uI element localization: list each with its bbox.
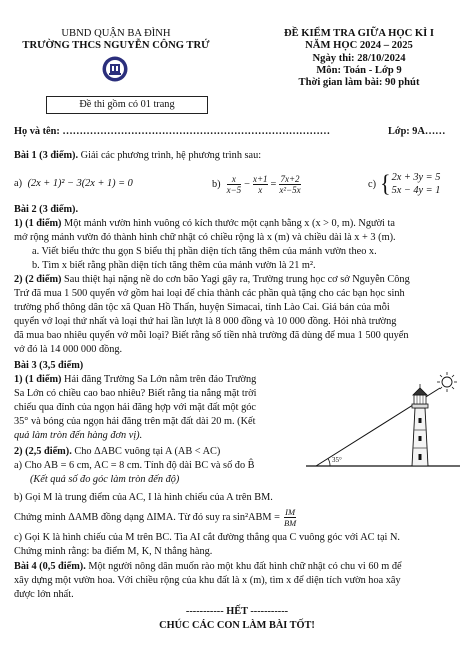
q3-p1-line4 bbox=[14, 416, 304, 427]
q3-c-text2: Chứng minh rằng: ba điểm M, K, N thẳng hàng. bbox=[14, 546, 213, 557]
q2-p2-text1: Sau thiệt hại nặng nề do cơn bão Yagi gây ra, Trường trung học cơ sở Nguyễn Công bbox=[61, 274, 410, 285]
q1-heading bbox=[14, 150, 462, 161]
page-count-note: Đề thi gồm có 01 trang bbox=[79, 99, 175, 110]
q3-p1-line5 bbox=[14, 430, 304, 441]
q2-p2-line4 bbox=[14, 316, 462, 327]
sun-icon bbox=[437, 372, 457, 392]
q2-p2-line2 bbox=[14, 288, 462, 299]
q3-p2-intro: Cho ΔABC vuông tại A (AB < AC) bbox=[71, 446, 221, 457]
q4-line2 bbox=[14, 575, 462, 586]
q2-p2-text3: trường phổ thông dân tộc xã Quan Hồ Thẩn, huyện Simacai, tỉnh Lào Cai. Giá bán của mỗi bbox=[14, 302, 390, 313]
q1-a-label: a) bbox=[14, 178, 22, 189]
q3-a-line bbox=[14, 460, 462, 471]
exam-subject: Môn: Toán - Lớp 9 bbox=[316, 64, 402, 76]
q1-part-a bbox=[14, 178, 133, 189]
angle-label: 35° bbox=[332, 456, 342, 464]
student-class-label: Lớp: 9A…… bbox=[388, 126, 446, 137]
q3-p1-line3 bbox=[14, 402, 304, 413]
q2-title: Bài 2 (3 điểm). bbox=[14, 204, 79, 215]
q2-p1-b-text: b. Tìm x biết rằng phần diện tích tăng thêm của mảnh vườn là 21 m². bbox=[32, 260, 316, 271]
student-name-label: Họ và tên: …………………………………………………………………… bbox=[14, 126, 331, 137]
q2-p1-line1 bbox=[14, 218, 462, 229]
exam-date: Ngày thi: 28/10/2024 bbox=[312, 52, 406, 64]
school-year: NĂM HỌC 2024 – 2025 bbox=[305, 40, 413, 52]
student-class-field bbox=[388, 126, 445, 137]
q4-title: Bài 4 (0,5 điểm). bbox=[14, 561, 86, 572]
q2-heading bbox=[14, 204, 462, 215]
q4-text2: xây dựng một vườn hoa. Với chiều rộng của khu đất là x (m), tìm x để diện tích vườn hoa xây bbox=[14, 575, 401, 586]
q1-b-frac1 bbox=[227, 174, 242, 195]
q2-p1-text2: mở rộng mảnh vườn đó thành hình chữ nhật có chiều rộng là x (m) và chiều dài là x + 3 (m). bbox=[14, 232, 396, 243]
q1-b-frac2-num: x+1 bbox=[252, 173, 268, 184]
q3-p1-text3: chiếu qua đỉnh của ngọn hải đăng hợp với mặt đất một góc bbox=[14, 402, 256, 413]
end-marker bbox=[0, 606, 474, 617]
q1-intro: Giải các phương trình, hệ phương trình sau: bbox=[78, 150, 262, 161]
q3-b-text1: b) Gọi M là trung điểm của AC, I là hình chiếu của A trên BM. bbox=[14, 492, 273, 503]
good-luck-text: CHÚC CÁC CON LÀM BÀI TỐT! bbox=[159, 620, 315, 631]
q1-part-b bbox=[212, 168, 301, 200]
exam-duration: Thời gian làm bài: 90 phút bbox=[298, 77, 420, 89]
q3-b-line2 bbox=[14, 504, 296, 530]
q4-line1 bbox=[14, 561, 462, 572]
q3-title: Bài 3 (3,5 điểm) bbox=[14, 360, 84, 371]
q2-p2-line6 bbox=[14, 344, 462, 355]
q4-line3 bbox=[14, 589, 462, 600]
end-text: ----------- HẾT ----------- bbox=[185, 606, 289, 617]
q3-p2-line bbox=[14, 446, 462, 457]
q1-c-system bbox=[392, 171, 441, 197]
q3-c-line2 bbox=[14, 546, 462, 557]
q3-b-frac-den: BM bbox=[283, 517, 297, 528]
exam-header bbox=[254, 28, 464, 89]
q2-p2-text5: đã mua bao nhiêu quyển vở mỗi loại? Biết rằng số tiền nhà trường đã dùng để mua 1 500 quyển bbox=[14, 330, 409, 341]
q1-b-frac3-num: 7x+2 bbox=[280, 173, 300, 184]
good-luck bbox=[0, 620, 474, 631]
q2-p1-line2 bbox=[14, 232, 462, 243]
q3-c-line1 bbox=[14, 532, 462, 543]
q2-p2-line1 bbox=[14, 274, 462, 285]
school-logo bbox=[102, 56, 128, 82]
q3-b-frac bbox=[284, 507, 296, 528]
q1-c-label: c) bbox=[368, 178, 376, 190]
q2-p2-title: 2) (2 điểm) bbox=[14, 274, 62, 285]
q3-p2-title: 2) (2,5 điểm). bbox=[14, 446, 72, 457]
q2-p1-title: 1) (1 điểm) bbox=[14, 218, 62, 229]
q3-a-note: (Kết quả số đo góc làm tròn đến độ) bbox=[30, 474, 180, 485]
q3-p1-text5: quả làm tròn đến hàng đơn vị). bbox=[14, 430, 143, 441]
q2-p2-text4: quyển vở loại thứ nhất và loại thứ hai lần lượt là 8 000 đồng và 10 000 đồng. Hỏi nhà trường bbox=[14, 316, 397, 327]
q3-b-line1 bbox=[14, 492, 462, 503]
q2-p1-a-text: a. Viết biểu thức thu gọn S biểu thị phần diện tích tăng thêm của mảnh vườn theo x. bbox=[32, 246, 377, 257]
q3-a-text: a) Cho AB = 6 cm, AC = 8 cm. Tính độ dài BC và số đo B̂ bbox=[14, 460, 255, 471]
q2-p2-line3 bbox=[14, 302, 462, 313]
q1-b-minus: − bbox=[244, 178, 250, 190]
q1-part-c bbox=[368, 168, 440, 200]
school-name: TRƯỜNG THCS NGUYỄN CÔNG TRỨ bbox=[22, 40, 210, 52]
q2-p1-b bbox=[32, 260, 462, 271]
q3-a-note-line bbox=[30, 474, 460, 485]
q1-c-brace: { bbox=[380, 169, 391, 198]
q1-b-frac1-den: x−5 bbox=[226, 184, 242, 195]
q1-title: Bài 1 (3 điểm). bbox=[14, 150, 79, 161]
q3-b-frac-num: IM bbox=[285, 506, 296, 517]
q3-p1-text1: Hải đăng Trường Sa Lớn nằm trên đảo Trường bbox=[61, 374, 257, 385]
q1-b-label: b) bbox=[212, 178, 221, 190]
q3-p1-text2: Sa Lớn có chiều cao bao nhiêu? Biết rằng tia nắng mặt trời bbox=[14, 388, 257, 399]
q2-p2-text2: Trứ đã mua 1 500 quyển vở gồm hai loại để chia thành các phần quà tặng cho các bạn học sinh bbox=[14, 288, 405, 299]
q3-p1-title: 1) (1 điểm) bbox=[14, 374, 62, 385]
q4-text1: Một người nông dân muốn rào một khu đất hình chữ nhật có chu vi 60 m để bbox=[85, 561, 402, 572]
q3-p1-line2 bbox=[14, 388, 304, 399]
exam-title: ĐỀ KIỂM TRA GIỮA HỌC KÌ I bbox=[283, 28, 435, 39]
q1-c-eq1: 2x + 3y = 5 bbox=[391, 172, 441, 183]
q3-p1-line1 bbox=[14, 374, 304, 385]
q1-b-frac1-num: x bbox=[231, 173, 236, 184]
q2-p1-text1: Một mảnh vườn hình vuông có kích thước một cạnh bằng x (x > 0, m). Người ta bbox=[61, 218, 395, 229]
q1-b-frac2 bbox=[253, 174, 268, 195]
school-header bbox=[18, 28, 214, 53]
q2-p1-a bbox=[32, 246, 462, 257]
q1-b-frac2-den: x bbox=[258, 184, 263, 195]
q2-p2-text6: vở đó là 14 000 000 đồng. bbox=[14, 344, 123, 355]
q1-c-eq2: 5x − 4y = 1 bbox=[391, 185, 441, 196]
q1-b-equals: = bbox=[270, 178, 277, 190]
q3-c-text1: c) Gọi K là hình chiếu của M trên BC. Tia AI cắt đường thẳng qua C vuông góc với AC tại N. bbox=[14, 532, 400, 543]
q1-a-expression: (2x + 1)² − 3(2x + 1) = 0 bbox=[27, 178, 133, 189]
q1-b-frac3-den: x²−5x bbox=[279, 184, 301, 195]
q3-b-text2: Chứng minh ΔAMB đồng dạng ΔIMA. Từ đó suy ra sin²ABM = bbox=[14, 511, 280, 523]
q1-b-frac3 bbox=[279, 174, 300, 195]
q2-p2-line5 bbox=[14, 330, 462, 341]
district-name: UBND QUẬN BA ĐÌNH bbox=[61, 28, 171, 39]
q4-text3: được lớn nhất. bbox=[14, 589, 74, 600]
q3-p1-text4: 35° và bóng của ngọn hải đăng trên mặt đất dài 20 m. (Kết bbox=[14, 416, 256, 427]
page-count-box bbox=[46, 96, 208, 114]
